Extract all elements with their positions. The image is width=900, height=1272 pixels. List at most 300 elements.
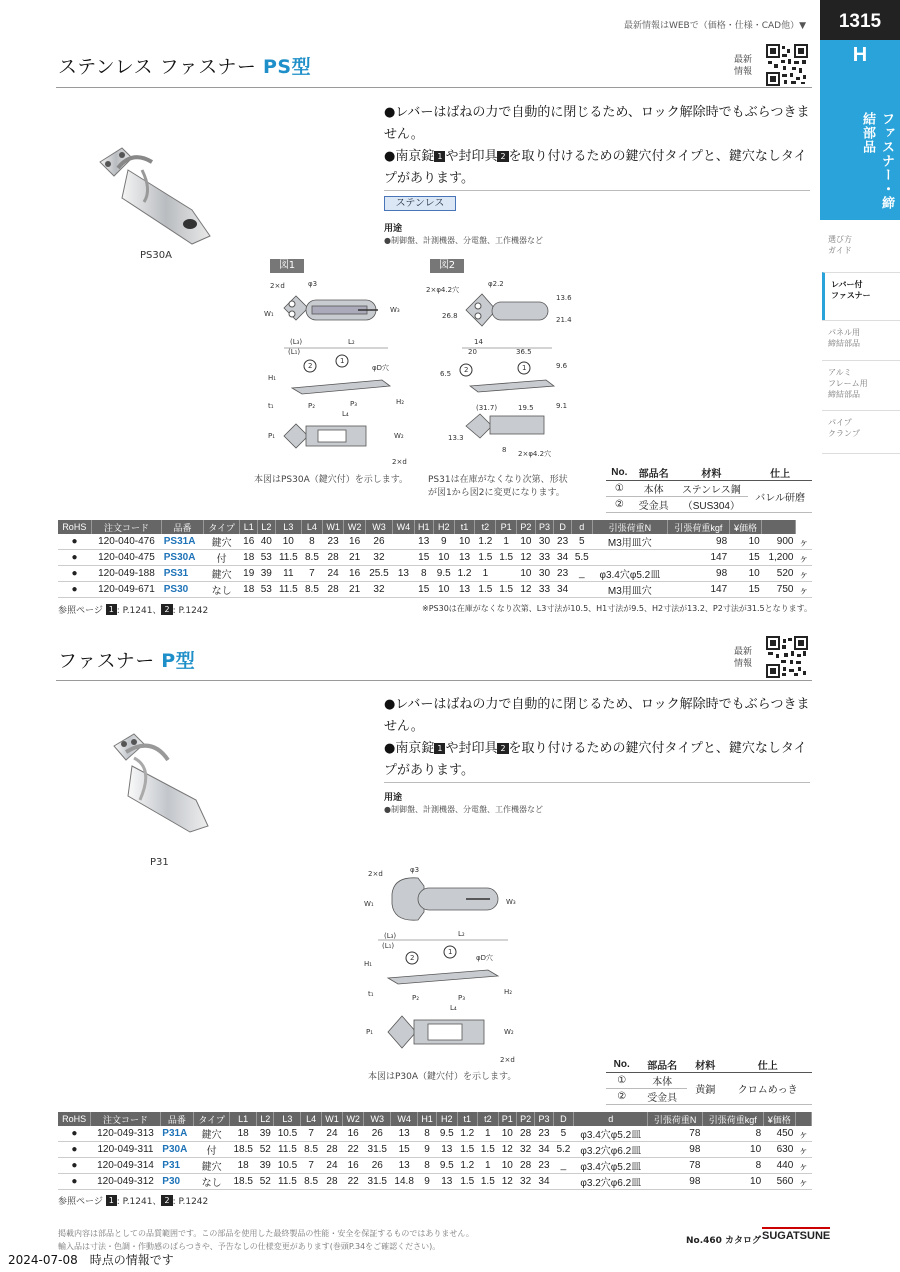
column-header: t1 xyxy=(457,1112,478,1126)
parts-row: ② 受金具 xyxy=(606,1089,812,1105)
table-cell: 16 xyxy=(344,534,366,550)
table-cell xyxy=(393,550,415,566)
catalog-number: No.460 カタログ xyxy=(686,1236,762,1246)
table-cell: 7 xyxy=(301,1158,322,1174)
table-cell: ヶ xyxy=(795,534,812,550)
svg-text:2×d: 2×d xyxy=(270,282,285,290)
table-cell: 21 xyxy=(344,550,366,566)
svg-text:19.5: 19.5 xyxy=(518,404,534,412)
parts-header: No. 部品名 材料 仕上 xyxy=(606,1057,812,1073)
svg-text:φD穴: φD穴 xyxy=(476,954,494,962)
column-header: W2 xyxy=(344,520,366,534)
column-header: L1 xyxy=(230,1112,257,1126)
table-cell: 450 xyxy=(763,1126,795,1142)
table-cell: 26 xyxy=(364,1126,391,1142)
table-cell: ● xyxy=(58,1142,91,1158)
column-header: 品番 xyxy=(160,1112,193,1126)
table-cell: 5 xyxy=(553,1126,574,1142)
table-cell: 32 xyxy=(516,1142,534,1158)
table-cell: 78 xyxy=(648,1158,702,1174)
column-header: RoHS xyxy=(58,520,91,534)
table-cell: 7 xyxy=(302,566,323,582)
column-header: P2 xyxy=(517,520,536,534)
ps-photo-caption: PS30A xyxy=(140,250,172,261)
padlock-badge: 1 xyxy=(434,151,445,162)
sidebar-item-guide[interactable]: 選び方 ガイド xyxy=(828,235,852,255)
svg-text:H₂: H₂ xyxy=(504,988,513,996)
table-cell: 11.5 xyxy=(275,582,301,598)
table-cell: 8.5 xyxy=(301,1174,322,1190)
column-header: W4 xyxy=(393,520,415,534)
svg-text:W₃: W₃ xyxy=(506,898,516,906)
column-header: 品番 xyxy=(162,520,204,534)
table-cell: 付 xyxy=(194,1142,230,1158)
parts-row: ① 本体 黄銅 クロムめっき xyxy=(606,1073,812,1089)
ps-fig2-drawing xyxy=(422,276,582,470)
column-header xyxy=(762,520,796,534)
table-cell: 10 xyxy=(702,1142,763,1158)
svg-text:W₃: W₃ xyxy=(390,306,400,314)
qr-code-icon[interactable] xyxy=(766,44,808,90)
column-header: 引張荷重N xyxy=(592,520,667,534)
table-cell: ● xyxy=(58,550,91,566)
qr-code-icon[interactable] xyxy=(766,636,808,682)
table-cell: 1.2 xyxy=(475,534,496,550)
svg-text:P₂: P₂ xyxy=(412,994,420,1002)
table-cell: ● xyxy=(58,582,91,598)
qr-label: 最新 情報 xyxy=(734,55,753,77)
table-cell: 120-049-311 xyxy=(91,1142,161,1158)
table-cell: 10 xyxy=(433,550,454,566)
table-cell: 32 xyxy=(516,1174,534,1190)
table-cell: 147 xyxy=(668,582,730,598)
table-cell: ● xyxy=(58,1126,91,1142)
table-cell: 18.5 xyxy=(230,1174,257,1190)
table-cell: 120-049-671 xyxy=(91,582,162,598)
table-cell xyxy=(393,582,415,598)
qr-label-2: 最新 情報 xyxy=(734,647,753,669)
table-cell: _ xyxy=(571,566,592,582)
column-header: H1 xyxy=(418,1112,437,1126)
p-use-desc: ●制御盤、計測機器、分電盤、工作機器など xyxy=(384,805,543,814)
svg-text:13.6: 13.6 xyxy=(556,294,572,302)
table-cell: M3用皿穴 xyxy=(592,582,667,598)
svg-text:2×φ4.2穴: 2×φ4.2穴 xyxy=(426,286,460,294)
table-cell: ● xyxy=(58,534,91,550)
sidebar-item-pipe-clamp[interactable]: パイプ クランプ xyxy=(822,410,900,454)
table-cell: 52 xyxy=(257,1142,274,1158)
p-spec-table xyxy=(58,1112,812,1190)
column-header: L3 xyxy=(274,1112,301,1126)
column-header: L4 xyxy=(301,1112,322,1126)
table-cell: 120-049-312 xyxy=(91,1174,161,1190)
table-cell: 10 xyxy=(275,534,301,550)
table-cell xyxy=(393,534,415,550)
p-bullet-2: ●南京錠 1 や封印具 2 を取り付けるための鍵穴付タイプと、鍵穴なしタイプがあります。 xyxy=(384,741,807,778)
table-cell: ヶ xyxy=(795,1174,811,1190)
table-cell: 30 xyxy=(535,534,554,550)
svg-text:2×d: 2×d xyxy=(500,1056,515,1064)
table-cell: 24 xyxy=(322,566,344,582)
svg-text:1: 1 xyxy=(522,364,527,372)
table-cell: 31.5 xyxy=(364,1142,391,1158)
table-cell: 23 xyxy=(554,566,572,582)
svg-text:6.5: 6.5 xyxy=(440,370,452,378)
table-cell: 120-049-314 xyxy=(91,1158,161,1174)
column-header: H1 xyxy=(414,520,433,534)
svg-text:P₁: P₁ xyxy=(268,432,276,440)
table-cell: 520 xyxy=(762,566,796,582)
table-cell: ヶ xyxy=(795,1126,811,1142)
table-cell: 1.5 xyxy=(496,550,517,566)
svg-text:L₄: L₄ xyxy=(450,1004,457,1012)
date-stamp: 2024-07-08 時点の情報です xyxy=(8,1253,174,1267)
table-cell: 10 xyxy=(498,1158,516,1174)
svg-text:(L₃): (L₃) xyxy=(290,338,303,346)
table-cell: ● xyxy=(58,566,91,582)
column-header: RoHS xyxy=(58,1112,91,1126)
table-cell: 12 xyxy=(498,1142,516,1158)
table-cell: 630 xyxy=(763,1142,795,1158)
table-cell: 1.5 xyxy=(457,1142,478,1158)
table-cell: 10.5 xyxy=(274,1126,301,1142)
column-header: P2 xyxy=(516,1112,534,1126)
table-cell: 10 xyxy=(729,566,762,582)
table-row xyxy=(58,1142,812,1158)
svg-text:H₁: H₁ xyxy=(364,960,373,968)
spec-header xyxy=(58,1112,812,1126)
svg-text:2: 2 xyxy=(410,954,415,962)
table-cell: 鍵穴 xyxy=(203,534,240,550)
table-cell: 16 xyxy=(343,1158,364,1174)
table-cell: 23 xyxy=(322,534,344,550)
svg-text:L₂: L₂ xyxy=(348,338,355,346)
table-cell: 18 xyxy=(240,550,258,566)
column-header: W1 xyxy=(322,520,344,534)
table-cell: φ3.2穴φ6.2皿 xyxy=(574,1142,648,1158)
product-code-link[interactable]: PS31A xyxy=(162,534,204,550)
table-cell: 9.5 xyxy=(437,1126,458,1142)
column-header: 引張荷重kgf xyxy=(668,520,730,534)
table-cell: 10 xyxy=(517,566,536,582)
table-cell: φ3.4穴φ5.2皿 xyxy=(574,1158,648,1174)
svg-text:φD穴: φD穴 xyxy=(372,364,390,372)
table-cell: 98 xyxy=(648,1142,702,1158)
column-header: P3 xyxy=(535,1112,553,1126)
table-cell: 10 xyxy=(517,534,536,550)
ps-use-title: 用途 xyxy=(384,224,403,234)
table-cell: 8 xyxy=(702,1126,763,1142)
table-cell: 120-040-475 xyxy=(91,550,162,566)
table-cell: 40 xyxy=(258,534,276,550)
table-cell: 12 xyxy=(498,1174,516,1190)
table-cell: 9.5 xyxy=(433,566,454,582)
sidebar-item-lever-fastener[interactable]: レバー付 ファスナー xyxy=(822,272,900,320)
table-cell: 1.2 xyxy=(457,1126,478,1142)
ps-bullet-2: ●南京錠 1 や封印具 2 を取り付けるための鍵穴付タイプと、鍵穴なしタイプがあります。 xyxy=(384,149,807,186)
table-cell: 33 xyxy=(535,582,554,598)
table-cell: 560 xyxy=(763,1174,795,1190)
ps-divider xyxy=(384,190,810,191)
table-cell: 12 xyxy=(517,550,536,566)
table-cell: 15 xyxy=(414,582,433,598)
footer-note-2: 輸入品は寸法・色調・作動感のばらつきや、予告なしの仕様変更があります(巻頭P.34をご確認ください)。 xyxy=(58,1242,441,1251)
web-info-note: 最新情報はWEBで（価格・仕様・CAD他）▼ xyxy=(623,21,806,31)
table-cell: 13 xyxy=(437,1142,458,1158)
column-header: H2 xyxy=(437,1112,458,1126)
ps-parts-table xyxy=(606,465,812,513)
ps-ref-pages: 参照ページ 1 : P.1241、 2 : P.1242 xyxy=(58,605,209,616)
column-header: L4 xyxy=(302,520,323,534)
table-cell: 15 xyxy=(729,550,762,566)
table-cell: ヶ xyxy=(795,582,812,598)
table-cell: ● xyxy=(58,1174,91,1190)
table-cell: 9 xyxy=(418,1142,437,1158)
svg-text:H₂: H₂ xyxy=(396,398,405,406)
table-cell: 18 xyxy=(230,1158,257,1174)
parts-row: ② 受金具 （SUS304） xyxy=(606,497,812,513)
table-cell: 19 xyxy=(240,566,258,582)
table-cell: φ3.4穴φ5.2皿 xyxy=(574,1126,648,1142)
table-cell: 120-049-188 xyxy=(91,566,162,582)
svg-text:36.5: 36.5 xyxy=(516,348,532,356)
svg-text:(L₃): (L₃) xyxy=(384,932,397,940)
table-cell: 28 xyxy=(321,1174,342,1190)
product-code-link[interactable]: PS31 xyxy=(162,566,204,582)
table-cell: 1.5 xyxy=(496,582,517,598)
table-cell: 8.5 xyxy=(301,1142,322,1158)
table-cell: 鍵穴 xyxy=(203,566,240,582)
table-row xyxy=(58,1126,812,1142)
table-cell: ヶ xyxy=(795,566,812,582)
ps-table-note: ※PS30は在庫がなくなり次第、L3寸法が10.5、H1寸法が9.5、H2寸法が13.2、P2寸法が31.5となります。 xyxy=(422,604,812,613)
table-cell: 34 xyxy=(554,582,572,598)
product-code-link[interactable]: P30 xyxy=(160,1174,193,1190)
table-cell: 25.5 xyxy=(365,566,392,582)
table-cell xyxy=(592,550,667,566)
p-fig-note: 本図はP30A（鍵穴付）を示します。 xyxy=(368,1072,517,1082)
table-cell: 14.8 xyxy=(391,1174,418,1190)
table-cell: 147 xyxy=(668,550,730,566)
product-code-link[interactable]: P31 xyxy=(160,1158,193,1174)
svg-text:φ3: φ3 xyxy=(308,280,318,288)
p-bullet-1: ●レバーはばねの力で自動的に閉じるため、ロック解除時でもぶらつきません。 xyxy=(384,697,810,734)
table-cell: ● xyxy=(58,1158,91,1174)
table-cell: 15 xyxy=(414,550,433,566)
svg-text:2×d: 2×d xyxy=(368,870,383,878)
svg-text:(31.7): (31.7) xyxy=(476,404,498,412)
product-code-link[interactable]: P30A xyxy=(160,1142,193,1158)
table-cell: M3用皿穴 xyxy=(592,534,667,550)
table-cell: 28 xyxy=(321,1142,342,1158)
table-cell: 28 xyxy=(516,1158,534,1174)
table-cell: 900 xyxy=(762,534,796,550)
sugatsune-logo: SUGATSUNE xyxy=(762,1227,830,1242)
table-cell: 78 xyxy=(648,1126,702,1142)
footer-note-1: 掲載内容は部品としての品質範囲です。この部品を使用した最終製品の性能・安全を保証するものではありません。 xyxy=(58,1229,474,1238)
column-header: 注文コード xyxy=(91,520,162,534)
table-cell: 10 xyxy=(454,534,475,550)
table-cell: 32 xyxy=(365,582,392,598)
table-cell: 98 xyxy=(668,534,730,550)
table-cell: 23 xyxy=(554,534,572,550)
p-product-photo xyxy=(92,730,232,844)
table-cell: _ xyxy=(553,1158,574,1174)
ps-fig1-drawing xyxy=(262,276,422,476)
table-cell: 34 xyxy=(535,1142,553,1158)
table-cell: 1.5 xyxy=(457,1174,478,1190)
column-header xyxy=(795,1112,811,1126)
table-cell: 11 xyxy=(275,566,301,582)
table-cell: φ3.2穴φ6.2皿 xyxy=(574,1174,648,1190)
table-cell: 鍵穴 xyxy=(194,1158,230,1174)
table-cell: φ3.4穴φ5.2皿 xyxy=(592,566,667,582)
product-code-link[interactable]: PS30 xyxy=(162,582,204,598)
section-title: ファスナー・締結部品 xyxy=(860,112,894,210)
column-header: P3 xyxy=(535,520,554,534)
table-cell: 13 xyxy=(393,566,415,582)
table-cell: 39 xyxy=(258,566,276,582)
table-cell: 23 xyxy=(535,1158,553,1174)
table-cell: 24 xyxy=(321,1158,342,1174)
table-row xyxy=(58,582,812,598)
svg-text:W₂: W₂ xyxy=(394,432,404,440)
column-header: ¥価格 xyxy=(729,520,762,534)
table-cell: 34 xyxy=(554,550,572,566)
table-cell: 11.5 xyxy=(275,550,301,566)
table-cell: 8 xyxy=(418,1158,437,1174)
table-cell: 1 xyxy=(496,534,517,550)
table-cell: 1 xyxy=(475,566,496,582)
p-photo-caption: P31 xyxy=(150,857,169,868)
table-cell: 39 xyxy=(257,1158,274,1174)
section-tab xyxy=(820,40,900,220)
table-cell: 34 xyxy=(535,1174,553,1190)
table-cell: 28 xyxy=(322,582,344,598)
table-cell: 16 xyxy=(344,566,366,582)
table-cell: 7 xyxy=(301,1126,322,1142)
svg-text:20: 20 xyxy=(468,348,477,356)
table-cell: 16 xyxy=(343,1126,364,1142)
table-cell: 11.5 xyxy=(274,1142,301,1158)
product-code-link[interactable]: PS30A xyxy=(162,550,204,566)
table-cell: 5 xyxy=(571,534,592,550)
table-cell: 52 xyxy=(257,1174,274,1190)
column-header: t1 xyxy=(454,520,475,534)
table-cell: 13 xyxy=(391,1126,418,1142)
svg-text:t₁: t₁ xyxy=(268,402,274,410)
table-cell xyxy=(553,1174,574,1190)
fig2-tag: 図2 xyxy=(430,259,464,273)
ps-use-desc: ●制御盤、計測機器、分電盤、工作機器など xyxy=(384,236,543,245)
svg-text:φ2.2: φ2.2 xyxy=(488,280,504,288)
column-header: W1 xyxy=(321,1112,342,1126)
p-parts-table xyxy=(606,1057,812,1105)
table-cell: 16 xyxy=(240,534,258,550)
table-cell: 15 xyxy=(729,582,762,598)
column-header: 引張荷重kgf xyxy=(702,1112,763,1126)
ps-material-badge: ステンレス xyxy=(384,196,456,211)
fig1-tag: 図1 xyxy=(270,259,304,273)
fig2-note: PS31は在庫がなくなり次第、形状が図1から図2に変更になります。 xyxy=(428,475,568,498)
seal-badge: 2 xyxy=(497,151,508,162)
column-header: W2 xyxy=(343,1112,364,1126)
column-header: L2 xyxy=(258,520,276,534)
svg-text:(L₁): (L₁) xyxy=(382,942,395,950)
table-cell: 23 xyxy=(535,1126,553,1142)
fig1-note: 本図はPS30A（鍵穴付）を示します。 xyxy=(254,475,409,485)
column-header: ¥価格 xyxy=(763,1112,795,1126)
section-letter: H xyxy=(852,44,868,66)
padlock-badge: 1 xyxy=(434,743,445,754)
ps-spec-table xyxy=(58,520,812,598)
table-cell xyxy=(496,566,517,582)
table-cell: 9 xyxy=(418,1174,437,1190)
table-cell: 9.5 xyxy=(437,1158,458,1174)
table-row xyxy=(58,534,812,550)
column-header: L2 xyxy=(257,1112,274,1126)
ps-bullet-1: ●レバーはばねの力で自動的に閉じるため、ロック解除時でもぶらつきません。 xyxy=(384,105,810,142)
table-cell: 39 xyxy=(257,1126,274,1142)
table-cell: 1.2 xyxy=(457,1158,478,1174)
table-cell: 28 xyxy=(322,550,344,566)
table-cell: 13 xyxy=(454,550,475,566)
table-cell xyxy=(571,582,592,598)
p-ref-pages: 参照ページ 1 : P.1241、 2 : P.1242 xyxy=(58,1196,209,1207)
table-row xyxy=(58,550,812,566)
p-drawing xyxy=(358,866,528,1070)
svg-text:21.4: 21.4 xyxy=(556,316,572,324)
column-header: L3 xyxy=(275,520,301,534)
svg-text:1: 1 xyxy=(340,357,345,365)
table-cell: 8 xyxy=(302,534,323,550)
table-cell: 11.5 xyxy=(274,1174,301,1190)
svg-text:φ3: φ3 xyxy=(410,866,420,874)
table-cell: 53 xyxy=(258,550,276,566)
table-cell: 30 xyxy=(535,566,554,582)
column-header: D xyxy=(554,520,572,534)
ps-title-rule xyxy=(56,87,812,88)
svg-text:(L₁): (L₁) xyxy=(288,348,301,356)
column-header: P1 xyxy=(496,520,517,534)
table-row xyxy=(58,1158,812,1174)
svg-text:P₁: P₁ xyxy=(366,1028,374,1036)
column-header: W3 xyxy=(365,520,392,534)
svg-text:t₁: t₁ xyxy=(368,990,374,998)
seal-badge: 2 xyxy=(497,743,508,754)
table-cell: 1 xyxy=(478,1158,499,1174)
product-code-link[interactable]: P31A xyxy=(160,1126,193,1142)
column-header: H2 xyxy=(433,520,454,534)
table-cell: 10 xyxy=(729,534,762,550)
svg-text:L₄: L₄ xyxy=(342,410,349,418)
table-cell: 5.2 xyxy=(553,1142,574,1158)
table-cell: 22 xyxy=(343,1142,364,1158)
svg-text:9.6: 9.6 xyxy=(556,362,568,370)
table-cell: 440 xyxy=(763,1158,795,1174)
sidebar-item-aluminum[interactable]: アルミ フレーム用 締結部品 xyxy=(822,360,900,410)
svg-text:L₂: L₂ xyxy=(458,930,465,938)
table-cell: 18.5 xyxy=(230,1142,257,1158)
table-cell: 1.5 xyxy=(478,1142,499,1158)
column-header: D xyxy=(553,1112,574,1126)
ps-product-photo xyxy=(92,140,232,254)
table-cell: 8 xyxy=(414,566,433,582)
svg-text:2×φ4.2穴: 2×φ4.2穴 xyxy=(518,450,552,458)
column-header: L1 xyxy=(240,520,258,534)
column-header: 注文コード xyxy=(91,1112,161,1126)
sidebar-item-panel[interactable]: パネル用 締結部品 xyxy=(822,320,900,360)
